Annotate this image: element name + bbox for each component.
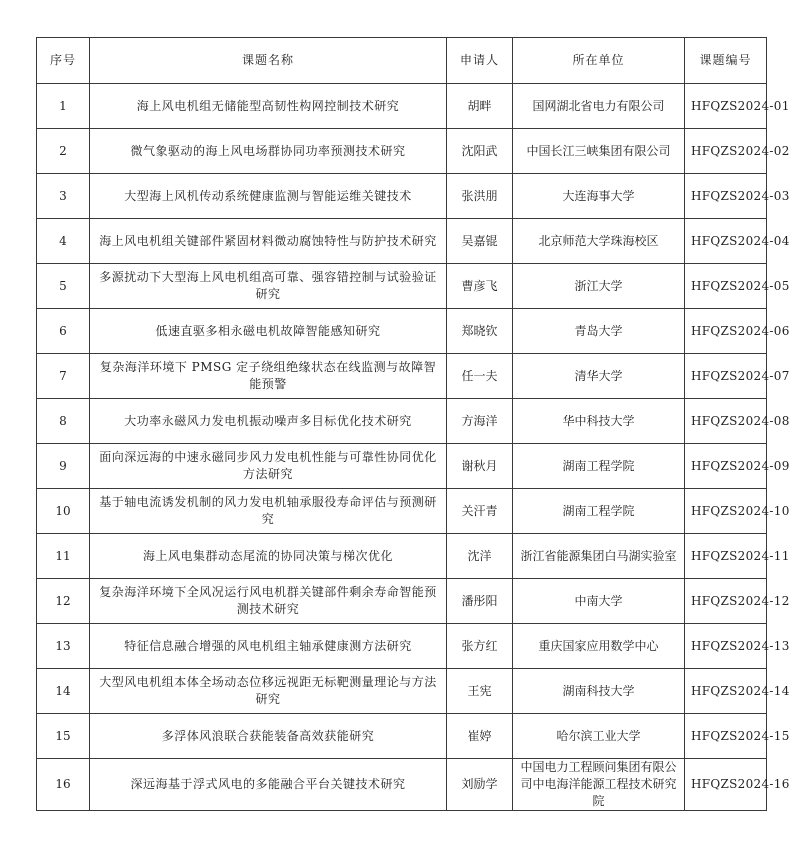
cell-title: 大型风电机组本体全场动态位移远视距无标靶测量理论与方法研究 (90, 669, 447, 714)
table-header-row (37, 38, 767, 84)
table-row (37, 309, 767, 354)
cell-title: 海上风电机组无储能型高韧性构网控制技术研究 (90, 84, 447, 129)
cell-title: 大功率永磁风力发电机振动噪声多目标优化技术研究 (90, 399, 447, 444)
cell-no: 5 (37, 264, 90, 309)
cell-no: 2 (37, 129, 90, 174)
cell-title: 多源扰动下大型海上风电机组高可靠、强容错控制与试验验证研究 (90, 264, 447, 309)
table-row (37, 714, 767, 759)
header-no: 序号 (37, 38, 90, 84)
cell-code: HFQZS2024-05 (685, 264, 767, 309)
cell-title: 基于轴电流诱发机制的风力发电机轴承服役寿命评估与预测研究 (90, 489, 447, 534)
table-row (37, 444, 767, 489)
cell-no: 16 (37, 759, 90, 811)
cell-org: 中南大学 (513, 579, 685, 624)
cell-no: 3 (37, 174, 90, 219)
table-row (37, 129, 767, 174)
cell-org: 青岛大学 (513, 309, 685, 354)
header-title: 课题名称 (90, 38, 447, 84)
cell-org: 大连海事大学 (513, 174, 685, 219)
cell-no: 15 (37, 714, 90, 759)
cell-org: 北京师范大学珠海校区 (513, 219, 685, 264)
table-row (37, 354, 767, 399)
cell-title: 大型海上风机传动系统健康监测与智能运维关键技术 (90, 174, 447, 219)
cell-applicant: 沈阳武 (447, 129, 513, 174)
cell-applicant: 谢秋月 (447, 444, 513, 489)
table-row (37, 669, 767, 714)
cell-applicant: 张洪朋 (447, 174, 513, 219)
cell-code: HFQZS2024-06 (685, 309, 767, 354)
cell-applicant: 任一夫 (447, 354, 513, 399)
cell-applicant: 张方红 (447, 624, 513, 669)
cell-title: 深远海基于浮式风电的多能融合平台关键技术研究 (90, 759, 447, 811)
cell-applicant: 刘励学 (447, 759, 513, 811)
cell-applicant: 潘彤阳 (447, 579, 513, 624)
cell-no: 11 (37, 534, 90, 579)
cell-org: 湖南科技大学 (513, 669, 685, 714)
cell-no: 13 (37, 624, 90, 669)
cell-org: 国网湖北省电力有限公司 (513, 84, 685, 129)
table-body (37, 84, 790, 811)
header-applicant: 申请人 (447, 38, 513, 84)
cell-code: HFQZS2024-08 (685, 399, 767, 444)
cell-title: 微气象驱动的海上风电场群协同功率预测技术研究 (90, 129, 447, 174)
cell-org: 浙江大学 (513, 264, 685, 309)
cell-title: 海上风电机组关键部件紧固材料微动腐蚀特性与防护技术研究 (90, 219, 447, 264)
header-code: 课题编号 (685, 38, 767, 84)
cell-org: 哈尔滨工业大学 (513, 714, 685, 759)
cell-code: HFQZS2024-01 (685, 84, 767, 129)
cell-no: 6 (37, 309, 90, 354)
table-row (37, 489, 767, 534)
cell-org: 重庆国家应用数学中心 (513, 624, 685, 669)
table-row (37, 399, 767, 444)
cell-applicant: 崔婷 (447, 714, 513, 759)
cell-code: HFQZS2024-11 (685, 534, 767, 579)
cell-code: HFQZS2024-04 (685, 219, 767, 264)
table-row (37, 219, 767, 264)
cell-code: HFQZS2024-03 (685, 174, 767, 219)
cell-code: HFQZS2024-14 (685, 669, 767, 714)
cell-title: 低速直驱多相永磁电机故障智能感知研究 (90, 309, 447, 354)
cell-applicant: 王宪 (447, 669, 513, 714)
cell-code: HFQZS2024-15 (685, 714, 767, 759)
cell-org: 中国长江三峡集团有限公司 (513, 129, 685, 174)
cell-applicant: 吴嘉锟 (447, 219, 513, 264)
cell-applicant: 胡畔 (447, 84, 513, 129)
cell-org: 湖南工程学院 (513, 489, 685, 534)
cell-code: HFQZS2024-09 (685, 444, 767, 489)
cell-title: 复杂海洋环境下全风况运行风电机群关键部件剩余寿命智能预测技术研究 (90, 579, 447, 624)
cell-no: 9 (37, 444, 90, 489)
table-row (37, 534, 767, 579)
cell-code: HFQZS2024-13 (685, 624, 767, 669)
cell-title: 复杂海洋环境下 PMSG 定子绕组绝缘状态在线监测与故障智能预警 (90, 354, 447, 399)
cell-no: 10 (37, 489, 90, 534)
project-table (36, 37, 790, 811)
cell-org: 浙江省能源集团白马湖实验室 (513, 534, 685, 579)
cell-org: 中国电力工程顾问集团有限公司中电海洋能源工程技术研究院 (513, 759, 685, 811)
table-row (37, 759, 767, 811)
cell-title: 多浮体风浪联合获能装备高效获能研究 (90, 714, 447, 759)
cell-title: 特征信息融合增强的风电机组主轴承健康测方法研究 (90, 624, 447, 669)
cell-applicant: 关汗青 (447, 489, 513, 534)
cell-applicant: 方海洋 (447, 399, 513, 444)
cell-code: HFQZS2024-02 (685, 129, 767, 174)
table-row (37, 579, 767, 624)
cell-no: 12 (37, 579, 90, 624)
cell-code: HFQZS2024-12 (685, 579, 767, 624)
table-row (37, 174, 767, 219)
cell-no: 8 (37, 399, 90, 444)
cell-code: HFQZS2024-10 (685, 489, 767, 534)
cell-applicant: 沈洋 (447, 534, 513, 579)
cell-title: 海上风电集群动态尾流的协同决策与梯次优化 (90, 534, 447, 579)
cell-org: 清华大学 (513, 354, 685, 399)
table-row (37, 624, 767, 669)
cell-no: 14 (37, 669, 90, 714)
cell-code: HFQZS2024-07 (685, 354, 767, 399)
cell-no: 4 (37, 219, 90, 264)
header-org: 所在单位 (513, 38, 685, 84)
table-row (37, 264, 767, 309)
cell-applicant: 郑晓钦 (447, 309, 513, 354)
cell-org: 华中科技大学 (513, 399, 685, 444)
cell-applicant: 曹彦飞 (447, 264, 513, 309)
cell-no: 1 (37, 84, 90, 129)
cell-no: 7 (37, 354, 90, 399)
cell-org: 湖南工程学院 (513, 444, 685, 489)
table-row (37, 84, 767, 129)
cell-code: HFQZS2024-16 (685, 759, 767, 811)
cell-title: 面向深远海的中速永磁同步风力发电机性能与可靠性协同优化方法研究 (90, 444, 447, 489)
